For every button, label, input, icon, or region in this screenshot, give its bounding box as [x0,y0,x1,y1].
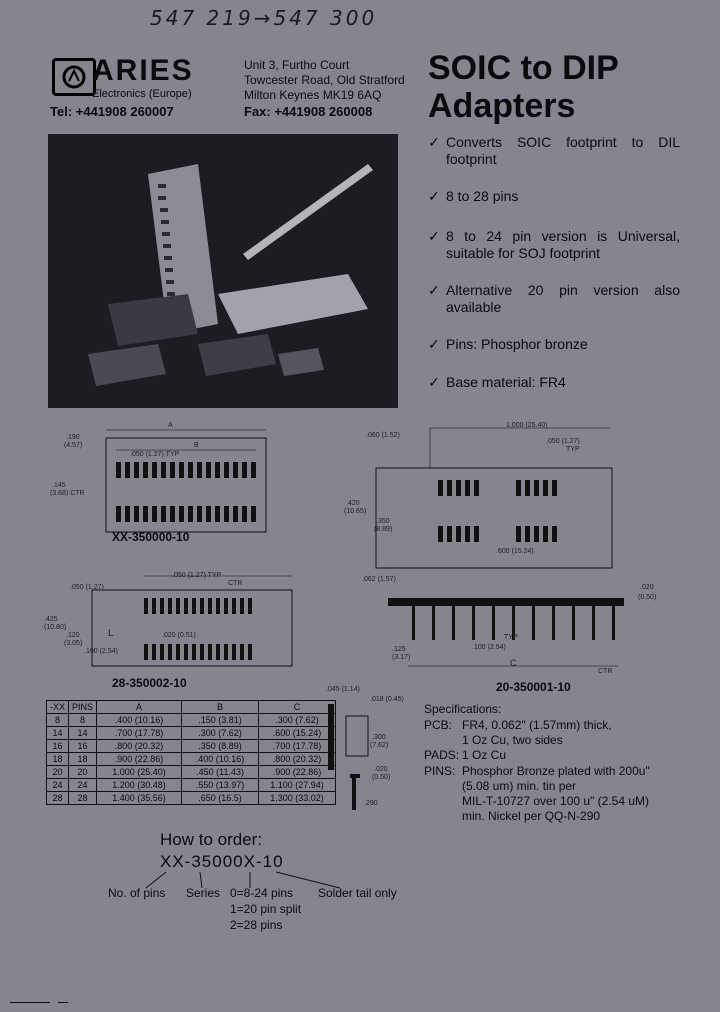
dim-label: C [510,658,517,668]
aries-logo-icon [52,58,96,96]
table-row [47,779,336,792]
table-cell: 24 [69,779,97,792]
dim-label: (3.05) [64,640,83,647]
fax: Fax: +441908 260008 [244,104,373,119]
table-cell: .400 (10.16) [182,753,259,766]
dim-label: .050 (1.27) [546,438,580,445]
table-cell: 8 [69,714,97,727]
dim-label: .145 [52,482,66,489]
feature-item: ✓ Alternative 20 pin version also available [428,282,680,315]
order-label-pins: No. of pins [108,886,166,900]
company-address [244,58,405,103]
table-cell: .150 (3.81) [182,714,259,727]
table-cell: .700 (17.78) [259,740,336,753]
table-row [47,766,336,779]
dim-label: .050 (1.27) [70,584,104,591]
table-cell: .700 (17.78) [97,727,182,740]
table-header-row [47,701,336,714]
footer-rule [10,1002,50,1003]
table-header: PINS [69,701,97,714]
table-header: A [97,701,182,714]
dim-label: (10.80) [44,624,67,631]
spec-pins [424,764,684,826]
table-row [47,792,336,805]
table-cell: 1.300 (33.02) [259,792,336,805]
table-cell: 28 [69,792,97,805]
order-label-variant: 0=8-24 pins [230,886,294,900]
table-cell: 24 [47,779,69,792]
table-cell: 20 [69,766,97,779]
order-code: XX-35000X-10 [160,852,284,871]
table-cell: 1.400 (35.56) [97,792,182,805]
spec-value: 1 Oz Cu [462,748,507,762]
diagram-20-350001-top [346,424,642,574]
table-cell: 18 [47,753,69,766]
dim-label: CTR [228,580,243,587]
order-label-tail: Solder tail only [318,886,397,900]
dim-label: .290 [364,800,378,807]
dim-label: 1.000 (25.40) [506,422,548,429]
address-line: Milton Keynes MK19 6AQ [244,88,382,102]
dim-label: .045 (1.14) [326,686,360,693]
dim-label: (0.50) [372,774,391,781]
dim-label: (10.65) [344,508,367,515]
table-cell: .650 (16.5) [182,792,259,805]
check-icon: ✓ [428,134,440,150]
dimension-table [46,700,336,805]
spec-value: Phosphor Bronze plated with 200u" (5.08 um) min. tin per MIL-T-10727 over 100 u" (2.54 uM) min. Nickel per QQ-N-290 [462,764,650,823]
spec-value: FR4, 0.062" (1.57mm) thick, 1 Oz Cu, two sides [462,718,612,747]
table-cell: 14 [47,727,69,740]
table-cell: 16 [69,740,97,753]
dim-label: .050 (1.27) TYP [172,572,222,579]
dim-label: .190 [66,434,80,441]
diagram-20-350001-side [362,574,662,678]
dim-label: .100 (2.54) [84,648,118,655]
diagram-pin-detail [316,686,416,816]
spec-key: PADS: [424,748,460,762]
order-label-variant: 1=20 pin split [230,902,302,916]
dim-label: (3.68) CTR [50,490,85,497]
spec-pads [424,748,684,764]
dim-label: TYP [504,634,518,641]
feature-item: ✓ Converts SOIC footprint to DIL footprint [428,134,680,167]
check-icon: ✓ [428,188,440,204]
feature-item: ✓ Base material: FR4 [428,374,566,390]
order-label-variant: 2=28 pins [230,918,283,932]
table-cell: 28 [47,792,69,805]
dim-label: B [194,442,199,449]
dim-label: .020 (0.51) [162,632,196,639]
address-line: Towcester Road, Old Stratford [244,73,405,87]
table-cell: 1.100 (27.94) [259,779,336,792]
diagram-label-20-350001: 20-350001-10 [496,680,571,694]
table-cell: .400 (10.16) [97,714,182,727]
dim-label: .120 [66,632,80,639]
company-tagline: Electronics (Europe) [92,88,192,100]
table-cell: .450 (11.43) [182,766,259,779]
dim-label: TYP [566,446,580,453]
handwritten-note: 547 219→547 300 [150,6,378,30]
spec-key: PINS: [424,764,456,778]
table-cell: .800 (20.32) [259,753,336,766]
table-row [47,727,336,740]
dim-label: (8.89) [374,526,393,533]
table-cell: .900 (22.86) [259,766,336,779]
table-header: -XX [47,701,69,714]
dim-label: L [108,628,114,639]
dim-label: .350 [376,518,390,525]
table-cell: 1.000 (25.40) [97,766,182,779]
table-cell: .600 (15.24) [259,727,336,740]
check-icon: ✓ [428,228,440,244]
dim-label: A [168,422,173,429]
feature-item: ✓ Pins: Phosphor bronze [428,336,588,352]
dim-label: .020 [640,584,654,591]
table-cell: .800 (20.32) [97,740,182,753]
spec-key: PCB: [424,718,453,732]
company-name: ARIES [92,54,194,87]
address-line: Unit 3, Furtho Court [244,58,350,72]
footer-rule [58,1002,68,1003]
dim-label: .125 [392,646,406,653]
table-cell: 1.200 (30.48) [97,779,182,792]
dim-label: (7.62) [370,742,389,749]
order-title: How to order: [160,830,263,849]
table-row [47,714,336,727]
order-label-series: Series [186,886,221,900]
table-cell: 14 [69,727,97,740]
dim-label: (3.17) [392,654,411,661]
diagram-label-xx-350000: XX-350000-10 [112,530,190,544]
dim-label: .420 [346,500,360,507]
telephone: Tel: +441908 260007 [50,104,174,119]
dim-label: .300 [372,734,386,741]
dim-label: (4.57) [64,442,83,449]
dim-label: .100 (2.54) [472,644,506,651]
dim-label: .050 (1.27) TYP [130,451,180,458]
check-icon: ✓ [428,282,440,298]
table-cell: .350 (8.89) [182,740,259,753]
check-icon: ✓ [428,336,440,352]
table-header: C [259,701,336,714]
product-photo [48,134,398,408]
table-cell: 20 [47,766,69,779]
feature-item: ✓ 8 to 24 pin version is Universal, suitable for SOJ footprint [428,228,680,261]
table-cell: 18 [69,753,97,766]
dim-label: .600 (15.24) [496,548,534,555]
table-cell: 8 [47,714,69,727]
diagram-label-28-350002: 28-350002-10 [112,676,187,690]
specifications [424,718,684,826]
dim-label: .018 (0.45) [370,696,404,703]
dim-label: CTR [598,668,613,675]
page-title-line-2: Adapters [428,87,576,125]
table-cell: .300 (7.62) [259,714,336,727]
check-icon: ✓ [428,374,440,390]
diagram-xx-350000 [48,420,278,540]
table-cell: .300 (7.62) [182,727,259,740]
specifications-heading: Specifications: [424,702,502,716]
feature-item: ✓ 8 to 28 pins [428,188,519,204]
diagram-28-350002 [44,568,294,672]
table-row [47,753,336,766]
table-cell: .900 (22.86) [97,753,182,766]
dim-label: .062 (1.57) [362,576,396,583]
table-cell: 16 [47,740,69,753]
spec-pcb [424,718,684,748]
dim-label: .425 [44,616,58,623]
table-row [47,740,336,753]
table-header: B [182,701,259,714]
dim-label: .060 (1.52) [366,432,400,439]
page-title-line-1: SOIC to DIP [428,49,619,87]
dim-label: .020 [374,766,388,773]
dim-label: (0.50) [638,594,657,601]
table-cell: .550 (13.97) [182,779,259,792]
